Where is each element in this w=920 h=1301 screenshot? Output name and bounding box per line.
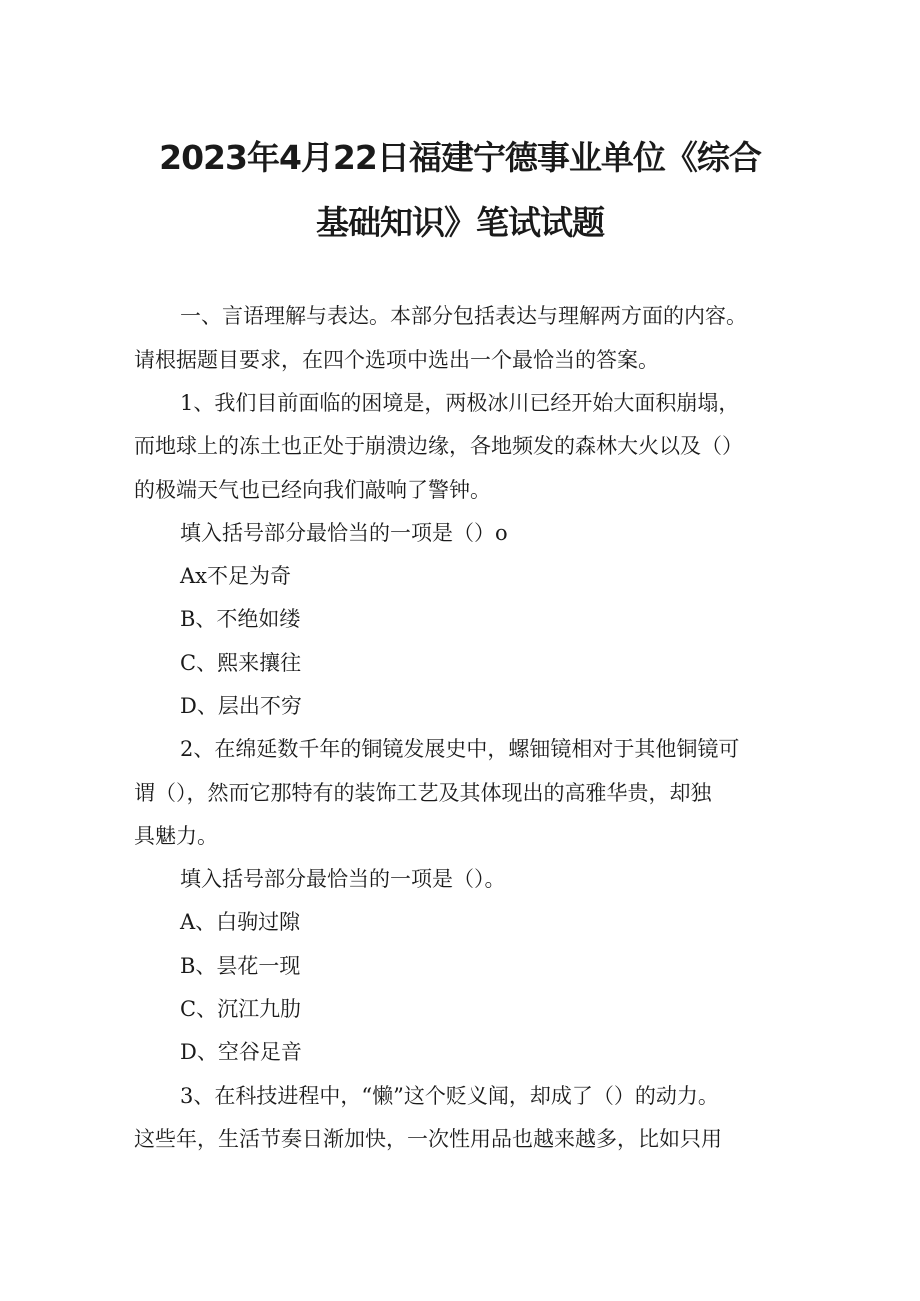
question-1-option-b: B、不绝如缕 bbox=[180, 607, 301, 631]
question-1-stem-line-3: 的极端天气也已经向我们敲响了警钟。 bbox=[134, 478, 491, 502]
question-2-stem-line-3: 具魅力。 bbox=[134, 824, 218, 848]
question-1-option-a: Ax不足为奇 bbox=[180, 564, 292, 588]
section-intro-line-2: 请根据题目要求，在四个选项中选出一个最恰当的答案。 bbox=[134, 348, 659, 372]
question-1-stem-line-1: 1、我们目前面临的困境是，两极冰川已经开始大面积崩塌， bbox=[180, 391, 740, 415]
question-1-prompt: 填入括号部分最恰当的一项是（）o bbox=[180, 521, 508, 545]
question-2-option-a: A、白驹过隙 bbox=[180, 910, 301, 934]
question-1-stem-line-2: 而地球上的冻土也正处于崩溃边缘，各地频发的森林大火以及（） bbox=[134, 434, 743, 458]
question-2-prompt: 填入括号部分最恰当的一项是（）。 bbox=[180, 867, 506, 891]
section-intro-line-1: 一、言语理解与表达。本部分包括表达与理解两方面的内容。 bbox=[180, 304, 747, 328]
question-2-stem-line-1: 2、在绵延数千年的铜镜发展史中，螺钿镜相对于其他铜镜可 bbox=[180, 737, 740, 761]
question-3-stem-line-1: 3、在科技进程中，“懒”这个贬义闻，却成了（）的动力。 bbox=[180, 1084, 719, 1108]
question-2-stem-line-2: 谓（），然而它那特有的装饰工艺及其体现出的高雅华贵，却独 bbox=[134, 781, 712, 805]
question-1-option-c: C、熙来攘往 bbox=[180, 651, 302, 675]
question-2-option-b: B、昙花一现 bbox=[180, 954, 301, 978]
question-3-stem-line-2: 这些年，生活节奏日渐加快，一次性用品也越来越多，比如只用 bbox=[134, 1127, 722, 1151]
question-1-option-d: D、层出不穷 bbox=[180, 694, 302, 718]
document-title-line-1: 2023年4月22日福建宁德事业单位《综合 bbox=[159, 138, 761, 177]
question-2-option-c: C、沉江九肋 bbox=[180, 997, 302, 1021]
document-title-line-2: 基础知识》笔试试题 bbox=[316, 203, 604, 242]
question-2-option-d: D、空谷足音 bbox=[180, 1040, 302, 1064]
